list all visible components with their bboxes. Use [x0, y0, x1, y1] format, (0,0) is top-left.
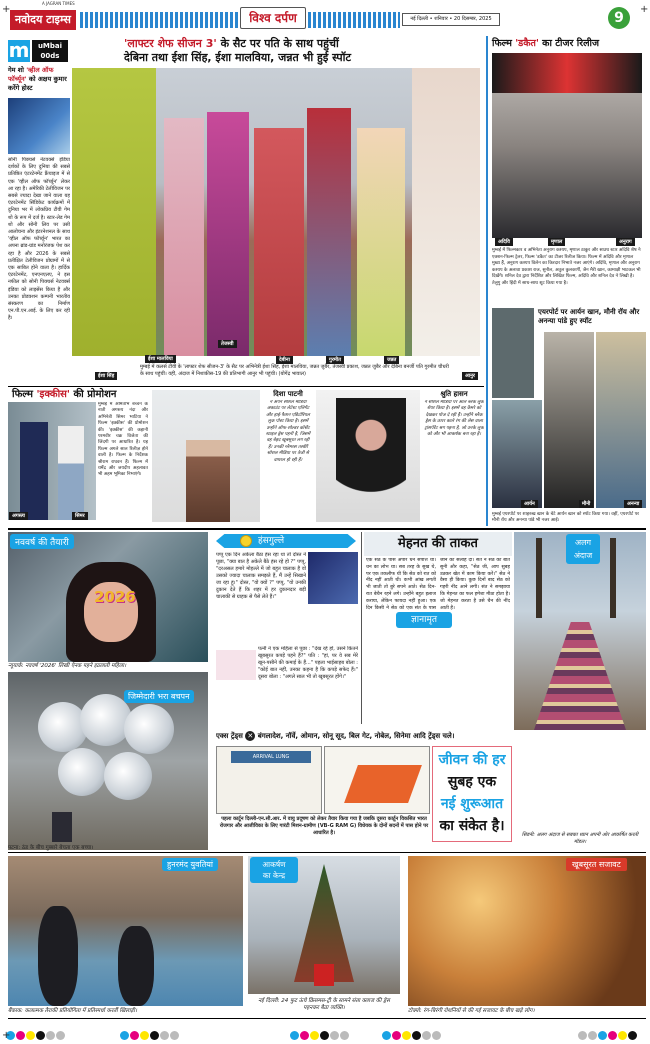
- x-logo-icon: ✕: [245, 731, 255, 741]
- ananya-photo: [596, 332, 646, 508]
- registration-mark: +: [2, 1030, 11, 1041]
- disha-corset-dress: [186, 440, 230, 522]
- disha-body: ने अपने सोशल मीडिया अकाउंट पर लेटेस्ट एलिगेंट और हाई-फैशन एडिटोरियल लुक पोस्ट किया है। इसमें उन्होंने ऑफ-शोल्डर कॉर्सेट स्टाइल ड्रेस पहनी है, जिसमें वह बेहद खूबसूरत लग रही हैं। उनकी ग्लैमरस तस्वीरें सोशल मीडिया पर तेजी से वायरल हो रही हैं।: [265, 400, 311, 463]
- bangkok-caption: बैंकाक: कलात्मक तैराकी प्रतियोगिता में प्रतिस्पर्धा करतीं खिलाड़ी।: [8, 1008, 137, 1014]
- trends-strip: एक्स ट्रेंड्स ✕ बंगलादेश, नॉर्वे, ओमान, सोनू सूद, बिल गेट, नोबेल, सिनेमा आदि ट्रेंड्स चले।: [216, 732, 455, 740]
- child-figure: [52, 812, 72, 842]
- disha-name: दिशा पाटनी: [273, 390, 303, 398]
- name-tag-isha-singh: ईशा सिंह: [95, 372, 117, 380]
- registration-mark: +: [640, 4, 649, 15]
- alag-andaaz-label: अलग अंदाज: [566, 534, 600, 564]
- balloon: [124, 704, 174, 754]
- person-yellow-outfit: [72, 68, 156, 356]
- name-tag-isha-malviya: ईशा मालविया: [145, 355, 176, 363]
- dacait-headline: फिल्म 'डकैत' का टीजर रिलीज: [492, 38, 600, 49]
- badge-line1: uMbai: [37, 42, 63, 50]
- ikkis-headline: फिल्म 'इक्कीस' की प्रोमोशन: [12, 389, 117, 400]
- shruti-figure: [336, 398, 406, 522]
- akshay-photo: [8, 98, 70, 154]
- santa-figure: [314, 964, 334, 986]
- name-tag-jannat: जन्नत: [384, 356, 399, 364]
- person-white-dress: [412, 68, 480, 356]
- shruti-name: श्रुति हासन: [440, 390, 468, 398]
- airport-headline: एयरपोर्ट पर आर्यन खान, मौनी रॉय और अनन्या पांडे हुए स्पॉट: [538, 308, 640, 325]
- dacait-caption: मुम्बई में फिल्मकार व अभिनेता अनुराग कश्यप, मृणाल ठाकुर और साउथ स्टार अदिवि शेष ने एक्शन-फिल्म ट्रेलर, फिल्म 'डकैत' का टीजर रिलीज किया। फिल्म में अदिवि और मृणाल मुख्य हैं, अनुराग कश्यप विलेन का किरदार निभाते नजर आएंगे। अदिवि, मृणाल और अनुराग कश्यप के अलावा प्रकाश राज, सुनील, अतुल कुलकर्णी, जैन मैरी खान, कामाक्षी भाटकल भी दिखेंगे। शनिल देव द्वारा निर्देशित और लिखित फिल्म, अदिवि और शनिल देव ने लिखी है। तेलुगु और हिंदी में साथ-साथ शूट किया गया है।: [492, 248, 641, 286]
- mumbai-odds-badge-letter: m: [8, 38, 30, 62]
- balloon: [58, 748, 106, 796]
- aryan-photo: [492, 400, 542, 508]
- couple-cartoon-image: [216, 650, 256, 680]
- name-tag-tejasswi: तेजस्वी: [218, 340, 237, 348]
- ikkis-body: मुम्बई में अमिताभ बच्चन के नाती अगस्त्य नंदा और अभिनेत्री सिमर भाटिया ने फिल्म 'इक्कीस' की प्रोमोशन की। 'इक्कीस' की कहानी परमवीर चक्र विजेता की जिंदगी पर आधारित है। यह फिल्म अगले साल रिलीज़ होने वाली है। फिल्म के निर्देशक श्रीराम राघवन हैं। फिल्म में धर्मेंद्र और जयदीप अहलावत भी अहम भूमिका निभाएंगे।: [98, 402, 148, 478]
- person-pink-outfit: [164, 118, 204, 356]
- shruti-body: ने सोशल मीडिया पर ऑल ब्लैक लुक शेयर किया है। इसमें वह कैमरे को देखकर पोज दे रही हैं। उन्होंने ब्लैक ड्रेस के ऊपर काले रंग की लेस वाला ट्रांसपेरेंट श्रग पहना है, जो उनके लुक को और भी आकर्षक बना रहा है।: [424, 400, 484, 438]
- page-number: 9: [608, 7, 630, 29]
- main-story-headline: 'लाफ्टर शेफ सीजन 3' के सैट पर पति के साथ पहुंचीं: [124, 37, 339, 50]
- mumbai-odds-badge: [32, 40, 68, 62]
- childhood-label: जिम्मेदारी भरा बचपन: [124, 690, 194, 703]
- name-tag-debina: देबीना: [276, 356, 293, 364]
- jokes-title: हंसगुल्ले: [258, 536, 285, 546]
- tokyo-lights-photo: [408, 856, 646, 1006]
- quote-box: जीवन की हर सुबह एक नई शुरूआत का संकेत है।: [432, 746, 512, 842]
- mouni-photo: [544, 332, 594, 508]
- color-registration-dots: [290, 1025, 350, 1044]
- tokyo-label: खूबसूरत सजावट: [566, 858, 627, 871]
- badge-line2: 00ds: [40, 52, 60, 60]
- jokes-body-1: पप्पू एक दिन अकेला बैठा हंस रहा था तो दोस्त ने पूछा, "क्या बात है अकेले बैठे हंस रहे हो ?" पप्पू, "दरअसल हमारे मोहल्ले में जो बहुत चालाक है वो उसको ज्यादा चालाक समझते हैं, मैं उन्हें सिखाने जा रहा हूं।" दोस्त, "वो क्यों ?" पप्पू, "वो उनकी दुकान देते हैं कि शहर में हर दुकानदार बड़ी चालाकी से ग्राहक से पैसे लेते हैं।": [216, 552, 306, 600]
- name-tag-gurmeet: गुरमीत: [326, 356, 344, 364]
- spire-right: [610, 538, 616, 618]
- mehnat-body: एक सेठ के पास अपार धन संपत्ति थी। धन का लोभ था। सब तरह के सुख थे, पर एक तकलीफ थी कि सेठ को रात को नींद नहीं आती थी। कभी आंख लगती भी जाती तो बुरे सपने आते। सेठ दिन-रात बेचैन रहने लगे। उन्होंने बहुत इलाज कराया, लेकिन फायदा नहीं हुआ। एक दिन किसी ने सेठ को एक संत के पास जाने की सलाह दी। संत ने सेठ की बात सुनी और कहा, "सेठ जी, आप सुबह उठकर खेत में काम किया करें।" सेठ ने वैसा ही किया। कुछ दिनों बाद सेठ को गहरी नींद आने लगी। संत ने समझाया कि मेहनत का फल हमेशा मीठा होता है। जो मेहनत करता है उसे चैन की नींद आती है।: [366, 558, 510, 611]
- main-story-headline-line2: देबिना तथा ईशा सिंह, ईशा मालविया, जन्नत भी हुई स्पॉट: [124, 51, 352, 64]
- newyear-caption: न्यूयार्क: नववर्ष '2026' लिखी ऐनक पहने इठलाती महिला।: [8, 663, 127, 669]
- glasses-2026: 2026: [94, 588, 136, 606]
- section-divider: [8, 852, 646, 853]
- gyanamrit-label: ज्ञानामृत: [396, 612, 452, 628]
- cartoon-pollution: [216, 746, 322, 814]
- swimmer: [38, 906, 78, 1006]
- name-tag-adivi: अदिवि: [495, 238, 513, 246]
- spire-left: [536, 538, 542, 618]
- name-tag-ananya: अनन्या: [624, 500, 642, 508]
- cartoon-book: [344, 765, 422, 803]
- section-title: विश्व दर्पण: [240, 7, 306, 29]
- name-tag-anurag: अनुराग: [616, 238, 635, 246]
- main-story-caption: मुम्बई में कलर्स टीवी के 'लाफ्टर शेफ सीजन-3' के सैट पर अभिनेत्री ईशा सिंह, ईशा मालविया, जन्नत जुबैर, तेजस्वी प्रकाश, जन्नत जुबैर और देबिना बनर्जी पति गुरमीत चौधरी के साथ पहुंचीं। वहीं, अंदाज में निशाकीस-19 की प्रतिभागी आनुर भी पहुंची। (योगेंद्र भावाल): [140, 364, 449, 377]
- masthead-bars-right: [308, 12, 400, 28]
- jokes-cartoon-image: [308, 552, 358, 604]
- dateline: नई दिल्ली • शनिवार • 20 दिसम्बर, 2025: [402, 13, 500, 26]
- jokes-banner: [216, 534, 356, 548]
- person-red-saree: [254, 128, 304, 356]
- color-registration-dots: [382, 1025, 442, 1044]
- mumbai-odds-headline: गेम शो 'व्हील ऑफ फॉर्च्यून' को अक्षय कुमार करेंगे होस्ट: [8, 66, 67, 92]
- section-divider: [8, 528, 646, 530]
- dacait-photo: [492, 53, 642, 238]
- masthead-bars-left: [80, 12, 238, 28]
- alag-andaaz-caption: सिडनी: अलग अंदाज से सबका ध्यान अपनी ओर आकर्षित करती मॉडल।: [521, 832, 639, 845]
- column-divider: [486, 36, 488, 526]
- paper-logo: नवोदय टाइम्स: [10, 10, 76, 30]
- name-tag-agastya: अगस्त्य: [9, 512, 28, 520]
- shruti-photo: [316, 390, 420, 522]
- person-red-shirt: [307, 108, 351, 356]
- divider: [8, 386, 484, 387]
- name-tag-simar: सिमर: [72, 512, 88, 520]
- dacait-poster-backdrop: [492, 53, 642, 93]
- tokyo-caption: टोक्यो: रंग-बिरंगी रोशनियों से की गई सजावट के बीच खड़े लोग।: [408, 1008, 535, 1014]
- laughing-emoji-icon: [240, 535, 252, 547]
- arrival-sign: ARRIVAL LUNG: [231, 751, 311, 763]
- jokes-body-2: पत्नी ने एक महिला से पूछा : "देख रहे हो, उसने कितने खूबसूरत कपड़े पहने हैं?" पति : "हां, पर वे सब मेरे खून-पसीने की कमाई के हैं..." पहला भाईसाहब बोला : "कोई बात नहीं, उनका कहना है कि कपड़े सफेद हैं।" दूसरा बोला : "अगले साल भी तो खूबसूरत होंगे।": [258, 646, 358, 680]
- paper-tagline: A JAGRAN TIMES: [42, 1, 75, 6]
- ikkis-photo: [8, 402, 96, 520]
- color-registration-dots: [120, 1025, 180, 1044]
- bangkok-label: हुनरमंद युवतियां: [162, 858, 218, 871]
- swimmer: [118, 926, 154, 1006]
- registration-mark: +: [2, 4, 11, 15]
- laughter-chef-photo: [72, 68, 480, 356]
- cartoon-caption: पहला कार्टून दिल्ली-एन.सी.आर. में वायु प्रदूषण को लेकर तैयार किया गया है जबकि दूसरा कार्टून विकसित भारत रोजगार और आजीविका के लिए गारंटी मिशन-ग्रामीण (VB-G RAM G) विधेयक के दोनों सदनों में पास होने पर आधारित है।: [219, 816, 429, 836]
- person-purple-outfit: [207, 112, 249, 356]
- color-registration-dots: [6, 1025, 66, 1044]
- bottom-rule: [8, 1018, 646, 1019]
- disha-photo: [152, 390, 260, 522]
- name-tag-aryan: आर्यन: [521, 500, 538, 508]
- agastya-suit: [20, 422, 48, 520]
- cartoon-vbgramg: [324, 746, 430, 814]
- name-tag-mouni: मौनी: [579, 500, 593, 508]
- delhi-caption: नई दिल्ली: 24 फुट ऊंचे क्रिसमस-ट्री के सामने संता क्लाज की ड्रेस पहनकर बैठा व्यक्ति।: [258, 998, 390, 1011]
- simar-outfit: [58, 426, 84, 520]
- airport-caption: मुम्बई एयरपोर्ट पर शाहरुख खान के बेटे आर्यन खान को स्पॉट किया गया। वहीं, एयरपोर्ट पर मौनी रॉय और अनन्या पांडे भी नजर आईं।: [492, 512, 639, 523]
- balloon: [104, 752, 152, 800]
- bangkok-swimmers-photo: [8, 856, 243, 1006]
- airport-small-photo: [492, 308, 534, 398]
- person-floral: [357, 128, 405, 356]
- childhood-caption: पटना: ठंड के बीच गुब्बारे बेचता एक बच्चा।: [8, 845, 94, 851]
- name-tag-mrunal: मृणाल: [548, 238, 565, 246]
- mehnat-headline: मेहनत की ताकत: [364, 532, 512, 556]
- color-registration-dots: [578, 1025, 638, 1044]
- model-costume: [534, 622, 626, 730]
- name-tag-anoor: आनुर: [462, 372, 478, 380]
- mumbai-odds-body: सोनी पिक्चर्स नेटवर्क्स इंडिया दर्शकों के लिए दुनिया की सबसे प्रतिष्ठित एंटरटेनमेंट फ्रैंचाइज में से एक 'व्हील ऑफ फॉर्च्यून' लेकर आ रहा है। अमेरिकी टेलीविजन पर सबसे ज्यादा देखा जाने वाला यह एंटरटेनमेंट सिंडिकेट कार्यक्रमों में दुनिया भर में लोकप्रिय टीवी गेम शो के रूप में दर्ज है। स्टार-लेड गेम शो और सोनी लिव पर उसी आलोचना और इंटरनेशनल के साथ 'व्हील ऑफ फॉर्च्यून' भारत का अपना ब्रांड-ग्रांड मनोरंजक पेश कर रहा है और 2026 के सबसे प्रतीक्षित टेलीविजन प्रोग्रामों में से एक साबित होने वाला है। हार्दिक एंटरटेनमेंट, एनएनएलए, ने इस नफील को सोनी पिक्चर्स नेटवर्क्स इंडिया को लाइसेंस किया है और उनका प्रोडक्शन कम्पनी भारतीय संस्करण का निर्माण एन.पी.एन.आई. के लिए कर रही है।: [8, 157, 70, 322]
- delhi-label: आकर्षण का केन्द्र: [250, 857, 298, 883]
- newyear-photo: [8, 532, 208, 662]
- newyear-label: नववर्ष की तैयारी: [10, 534, 74, 549]
- column-divider: [361, 532, 362, 724]
